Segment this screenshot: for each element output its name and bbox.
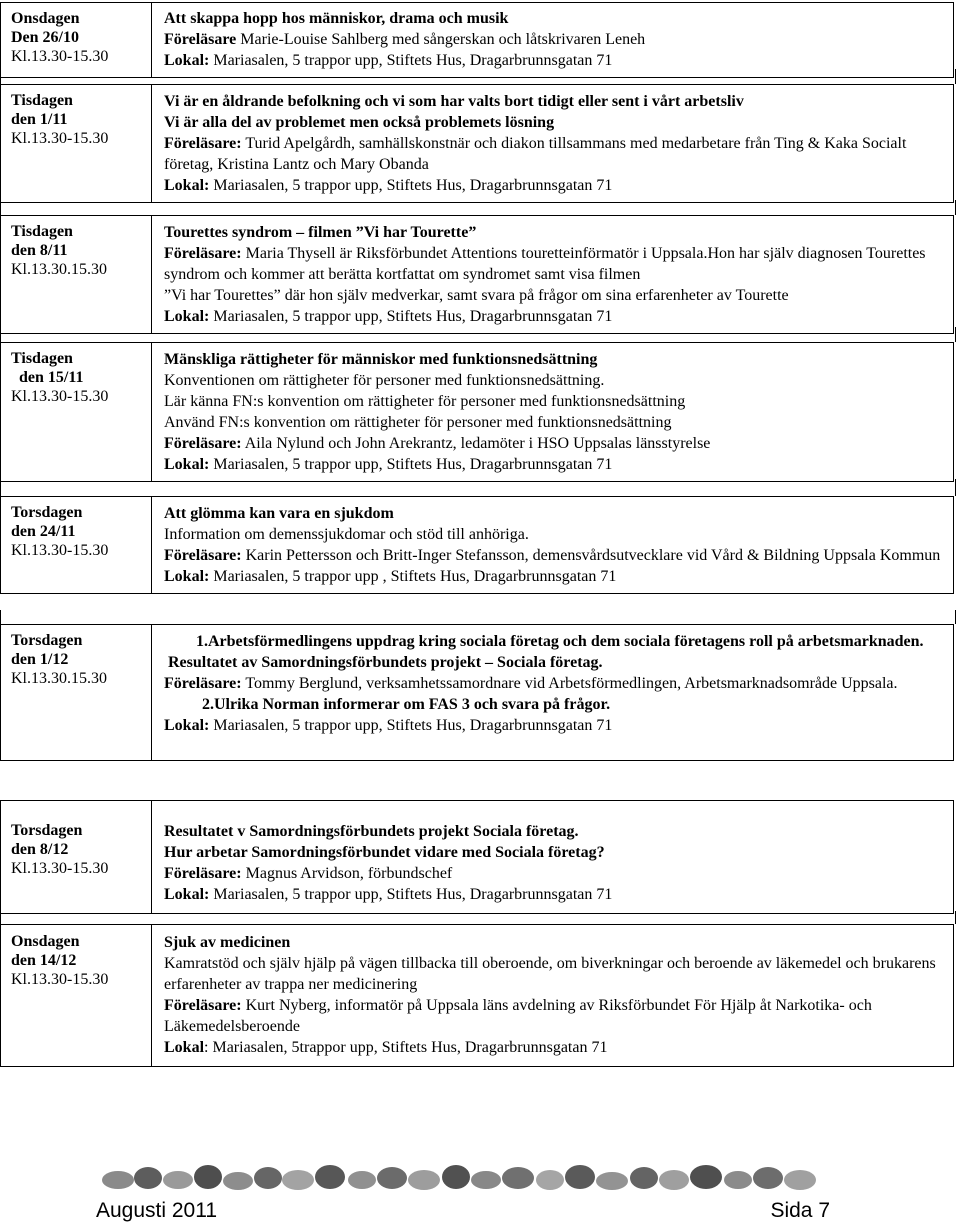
venue-line bbox=[164, 715, 947, 736]
row-spacer bbox=[0, 327, 956, 342]
content-cell bbox=[152, 216, 954, 334]
venue-line bbox=[164, 175, 947, 196]
event-title: 1.Arbetsförmedlingens uppdrag kring sociala företag och dem sociala företagens roll på arbetsmarknaden. bbox=[196, 633, 924, 650]
event-time: Kl.13.30-15.30 bbox=[11, 48, 109, 65]
venue-text: Mariasalen, 5 trappor upp, Stiftets Hus, Dragarbrunnsgatan 71 bbox=[209, 52, 613, 69]
venue-line bbox=[164, 1037, 947, 1058]
schedule-row bbox=[0, 924, 954, 1067]
schedule-row bbox=[0, 84, 954, 203]
date-cell bbox=[1, 801, 152, 914]
speaker-line bbox=[164, 133, 947, 175]
speaker-line bbox=[164, 673, 947, 694]
schedule-row bbox=[0, 215, 954, 334]
date-cell bbox=[1, 343, 152, 482]
venue-line bbox=[164, 306, 947, 327]
event-date: den 14/12 bbox=[11, 952, 77, 969]
venue-text: Mariasalen, 5 trappor upp, Stiftets Hus, Dragarbrunnsgatan 71 bbox=[209, 308, 613, 325]
venue-text: Mariasalen, 5 trappor upp, Stiftets Hus, Dragarbrunnsgatan 71 bbox=[209, 717, 613, 734]
event-title: Vi är en åldrande befolkning och vi som har valts bort tidigt eller sent i vårt arbetsliv bbox=[164, 93, 744, 110]
weekday: Onsdagen bbox=[11, 10, 80, 27]
speaker-label: Föreläsare: bbox=[164, 135, 242, 152]
venue-text: : Mariasalen, 5trappor upp, Stiftets Hus, Dragarbrunnsgatan 71 bbox=[204, 1039, 608, 1056]
stones-decoration bbox=[100, 1160, 830, 1196]
event-title: Att glömma kan vara en sjukdom bbox=[164, 505, 394, 522]
content-cell bbox=[152, 343, 954, 482]
event-date: den 8/11 bbox=[11, 242, 68, 259]
venue-label: Lokal: bbox=[164, 456, 210, 473]
schedule-row bbox=[0, 342, 954, 482]
description-line: Använd FN:s konvention om rättigheter för personer med funktionsnedsättning bbox=[164, 414, 672, 431]
date-cell bbox=[1, 497, 152, 594]
schedule-row bbox=[0, 496, 954, 594]
venue-label: Lokal: bbox=[164, 568, 210, 585]
event-title: Resultatet v Samordningsförbundets projekt Sociala företag. bbox=[164, 823, 579, 840]
speaker-text: Karin Pettersson och Britt-Inger Stefansson, demensvårdsutvecklare vid Vård & Bildning Uppsala Kommun bbox=[241, 547, 941, 564]
event-time: Kl.13.30.15.30 bbox=[11, 261, 107, 278]
row-spacer bbox=[0, 911, 956, 924]
description-line: Konventionen om rättigheter för personer med funktionsnedsättning. bbox=[164, 372, 605, 389]
speaker-line bbox=[164, 29, 947, 50]
page-number: Sida 7 bbox=[770, 1199, 830, 1222]
speaker-label: Föreläsare: bbox=[164, 547, 242, 564]
speaker-text: Magnus Arvidson, förbundschef bbox=[241, 865, 453, 882]
date-cell bbox=[1, 85, 152, 203]
event-title: Mänskliga rättigheter för människor med funktionsnedsättning bbox=[164, 351, 598, 368]
row-spacer bbox=[0, 610, 956, 624]
weekday: Torsdagen bbox=[11, 822, 83, 839]
weekday: Onsdagen bbox=[11, 933, 80, 950]
venue-text: Mariasalen, 5 trappor upp, Stiftets Hus, Dragarbrunnsgatan 71 bbox=[209, 177, 613, 194]
event-time: Kl.13.30-15.30 bbox=[11, 388, 109, 405]
venue-text: Mariasalen, 5 trappor upp , Stiftets Hus, Dragarbrunnsgatan 71 bbox=[209, 568, 617, 585]
speaker-text: Kurt Nyberg, informatör på Uppsala läns avdelning av Riksförbundet För Hjälp åt Narkotika- och Läkemedelsberoende bbox=[164, 997, 872, 1035]
speaker-line bbox=[164, 433, 947, 454]
venue-label: Lokal: bbox=[164, 308, 210, 325]
schedule-row bbox=[0, 800, 954, 914]
speaker-line bbox=[164, 243, 947, 285]
venue-line bbox=[164, 566, 947, 587]
event-date: den 24/11 bbox=[11, 523, 76, 540]
event-date: den 15/11 bbox=[19, 369, 84, 386]
description-line: Lär känna FN:s konvention om rättigheter för personer med funktionsnedsättning bbox=[164, 393, 686, 410]
event-date: den 1/12 bbox=[11, 651, 69, 668]
row-spacer bbox=[0, 200, 956, 215]
event-time: Kl.13.30.15.30 bbox=[11, 670, 107, 687]
row-spacer bbox=[0, 69, 956, 84]
speaker-line bbox=[164, 995, 947, 1037]
speaker-text: Aila Nylund och John Arekrantz, ledamöter i HSO Uppsalas länsstyrelse bbox=[241, 435, 711, 452]
speaker-text: Turid Apelgårdh, samhällskonstnär och diakon tillsammans med medarbetare från Ting & Kaka Socialt företag, Kristina Lantz och Mary Obanda bbox=[164, 135, 907, 173]
weekday: Tisdagen bbox=[11, 92, 73, 109]
speaker-text: Maria Thysell är Riksförbundet Attentions touretteinförmatör i Uppsala.Hon har själv diagnosen Tourettes syndrom och kommer att berätta kortfattat om syndromet samt visa filmen bbox=[164, 245, 926, 283]
content-cell bbox=[152, 85, 954, 203]
description-line: Information om demenssjukdomar och stöd till anhöriga. bbox=[164, 526, 529, 543]
date-cell bbox=[1, 3, 152, 78]
description-line bbox=[164, 285, 947, 306]
event-time: Kl.13.30-15.30 bbox=[11, 542, 109, 559]
event-date: den 1/11 bbox=[11, 111, 68, 128]
venue-text: Mariasalen, 5 trappor upp, Stiftets Hus, Dragarbrunnsgatan 71 bbox=[209, 886, 613, 903]
event-title: Att skappa hopp hos människor, drama och musik bbox=[164, 10, 509, 27]
speaker-text: Marie-Louise Sahlberg med sångerskan och låtskrivaren Leneh bbox=[236, 31, 646, 48]
speaker-line bbox=[164, 863, 947, 884]
event-title: Sjuk av medicinen bbox=[164, 934, 291, 951]
speaker-label: Föreläsare: bbox=[164, 435, 242, 452]
venue-label: Lokal: bbox=[164, 177, 210, 194]
content-cell bbox=[152, 925, 954, 1067]
speaker-text: Tommy Berglund, verksamhetssamordnare vid Arbetsförmedlingen, Arbetsmarknadsområde Uppsala. bbox=[241, 675, 898, 692]
weekday: Tisdagen bbox=[11, 223, 73, 240]
speaker-label: Föreläsare: bbox=[164, 245, 242, 262]
venue-text: Mariasalen, 5 trappor upp, Stiftets Hus, Dragarbrunnsgatan 71 bbox=[209, 456, 613, 473]
venue-line bbox=[164, 454, 947, 475]
row-spacer bbox=[0, 479, 956, 496]
content-cell bbox=[152, 625, 954, 761]
footer-date: Augusti 2011 bbox=[96, 1199, 218, 1222]
weekday: Torsdagen bbox=[11, 504, 83, 521]
event-time: Kl.13.30-15.30 bbox=[11, 130, 109, 147]
venue-label: Lokal bbox=[164, 1039, 205, 1056]
venue-label: Lokal: bbox=[164, 717, 210, 734]
venue-label: Lokal: bbox=[164, 886, 210, 903]
description-text: ”Vi har Tourettes” där hon själv medverkar, samt svara på frågor om sina erfarenheter av Tourette bbox=[164, 287, 789, 304]
description-line: Kamratstöd och själv hjälp på vägen tillbacka till oberoende, om biverkningar och beroende av läkemedel och brukarens erfarenheter av trappa ner medicinering bbox=[164, 955, 936, 993]
speaker-label: Föreläsare: bbox=[164, 865, 242, 882]
weekday: Tisdagen bbox=[11, 350, 73, 367]
event-date: Den 26/10 bbox=[11, 29, 79, 46]
content-cell bbox=[152, 497, 954, 594]
event-subtitle-2: 2.Ulrika Norman informerar om FAS 3 och svara på frågor. bbox=[202, 696, 611, 713]
venue-line bbox=[164, 884, 947, 905]
speaker-label: Föreläsare: bbox=[164, 675, 242, 692]
date-cell bbox=[1, 216, 152, 334]
date-cell bbox=[1, 625, 152, 761]
schedule-row bbox=[0, 624, 954, 761]
event-time: Kl.13.30-15.30 bbox=[11, 971, 109, 988]
speaker-label: Föreläsare: bbox=[164, 997, 242, 1014]
content-cell bbox=[152, 801, 954, 914]
event-date: den 8/12 bbox=[11, 841, 69, 858]
schedule-row bbox=[0, 2, 954, 78]
event-subtitle: Resultatet av Samordningsförbundets projekt – Sociala företag. bbox=[168, 654, 603, 671]
event-subtitle: Vi är alla del av problemet men också problemets lösning bbox=[164, 114, 555, 131]
date-cell bbox=[1, 925, 152, 1067]
event-title: Tourettes syndrom – filmen ”Vi har Tourette” bbox=[164, 224, 477, 241]
venue-label: Lokal: bbox=[164, 52, 210, 69]
speaker-line bbox=[164, 545, 947, 566]
weekday: Torsdagen bbox=[11, 632, 83, 649]
venue-line bbox=[164, 50, 947, 71]
speaker-label: Föreläsare bbox=[164, 31, 237, 48]
event-subtitle: Hur arbetar Samordningsförbundet vidare med Sociala företag? bbox=[164, 844, 605, 861]
content-cell bbox=[152, 3, 954, 78]
event-time: Kl.13.30-15.30 bbox=[11, 860, 109, 877]
